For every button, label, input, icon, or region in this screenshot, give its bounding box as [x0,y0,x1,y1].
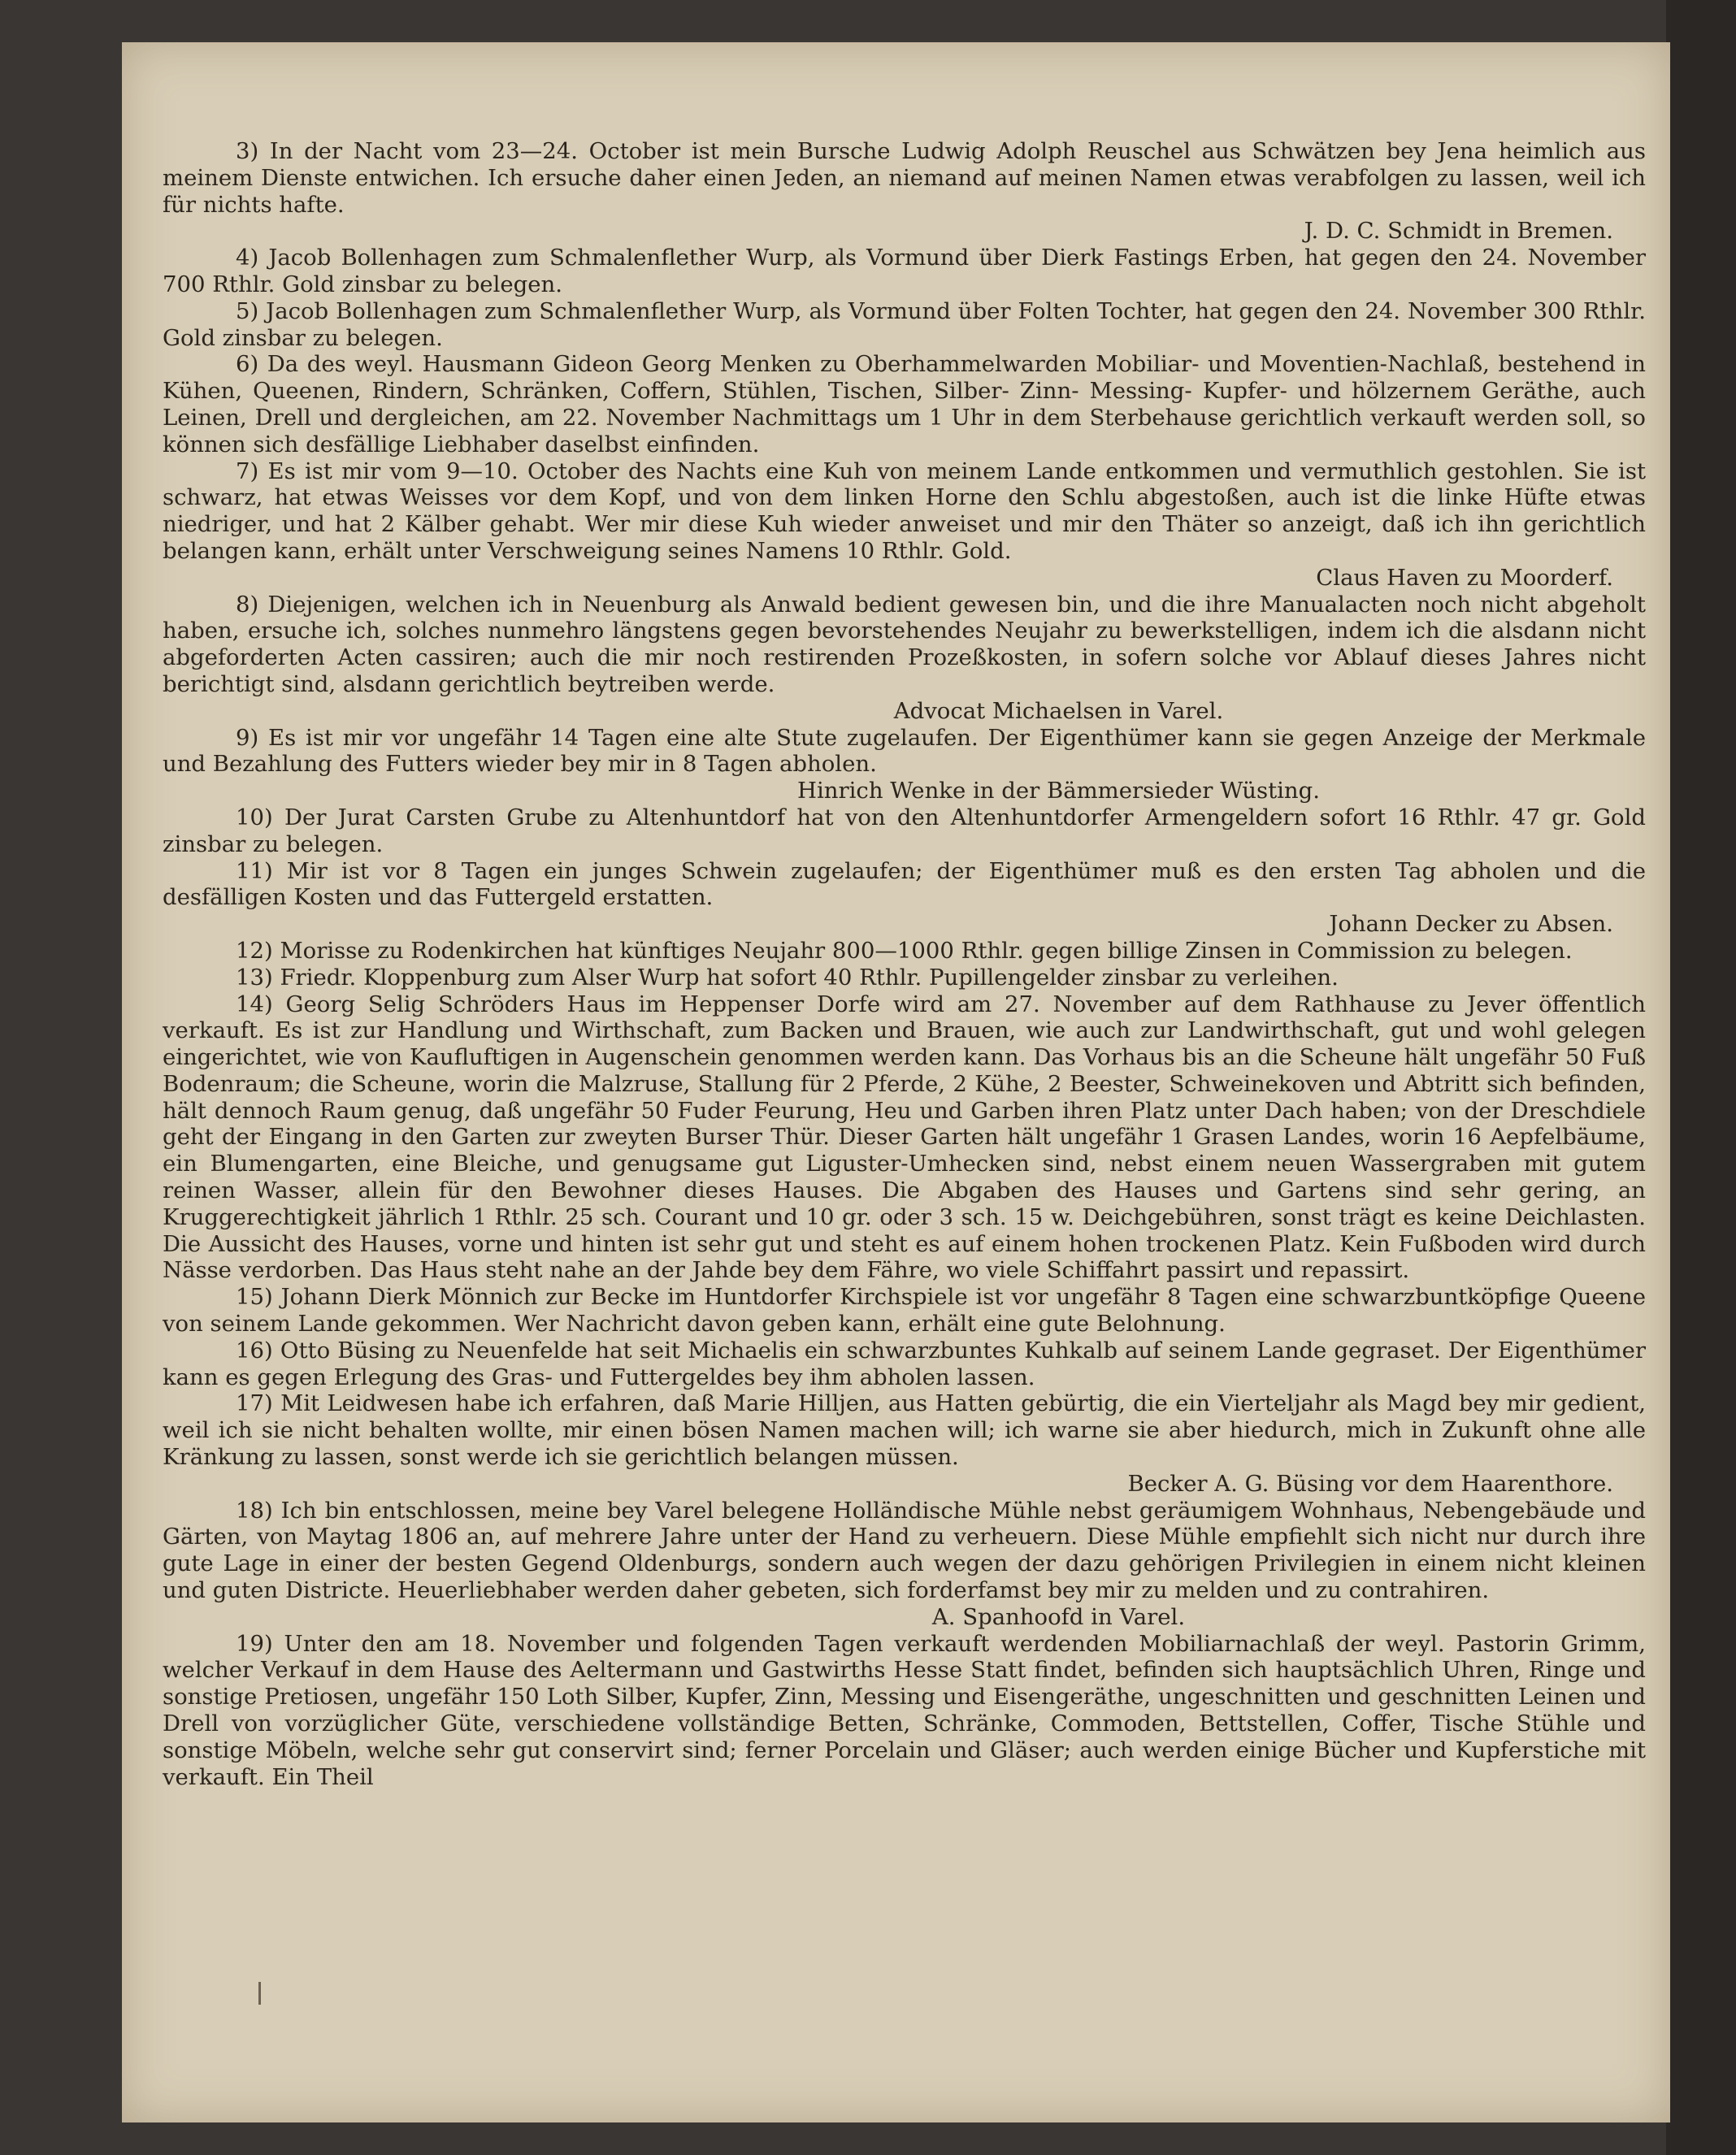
entry-signature: J. D. C. Schmidt in Bremen. [1304,218,1613,245]
entry-signature: Advocat Michaelsen in Varel. [893,697,1224,724]
binding-shadow [1666,0,1736,2155]
entry-number: 14) [236,991,273,1017]
entry-text: Mit Leidwesen habe ich erfahren, daß Marie Hilljen, aus Hatten gebürtig, die ein Vierteljahr als Magd bey mir gedient, weil ich sie nicht behalten wollte, mir einen bösen Namen machen will; ich warne sie aber hiedurch, mich in Zukunft ohne alle Kränkung zu lassen, sonst werde ich sie gerichtlich belangen müssen. [163,1390,1646,1471]
announcement-entry [163,1390,1646,1497]
announcement-entry [163,804,1646,858]
announcement-entry [163,138,1646,245]
entry-number: 9) [236,724,259,751]
entry-signature: Hinrich Wenke in der Bämmersieder Wüsting. [797,778,1320,804]
entry-signature: Becker A. G. Büsing vor dem Haarenthore. [1127,1470,1613,1497]
entry-number: 16) [236,1337,273,1364]
announcement-entry [163,991,1646,1285]
entry-text: Unter den am 18. November und folgenden Tagen verkauft werdenden Mobiliarnachlaß der weyl. Pastorin Grimm, welcher Verkauf in dem Hause des Aeltermann und Gastwirths Hesse Statt findet, befinden sich hauptsächlich Uhren, Ringe und sonstige Pretiosen, ungefähr 150 Loth Silber, Kupfer, Zinn, Messing und Eisengeräthe, ungeschnitten und geschnitten Leinen und Drell von vorzüglicher Güte, verschiedene vollständige Betten, Schränke, Commoden, Bettstellen, Coffer, Tische Stühle und sonstige Möbeln, welche sehr gut conservirt sind; ferner Porcelain und Gläser; auch werden einige Bücher und Kupferstiche mit verkauft. Ein Theil [163,1630,1646,1790]
entry-number: 17) [236,1390,273,1417]
announcement-entry [163,458,1646,592]
announcement-entry [163,245,1646,298]
margin-mark [258,1982,261,2005]
entry-number: 11) [236,857,273,884]
entry-number: 15) [236,1284,273,1311]
announcement-entry [163,858,1646,938]
entry-number: 18) [236,1497,273,1524]
entry-text: Diejenigen, welchen ich in Neuenburg als Anwald bedient gewesen bin, und die ihre Manualacten noch nicht abgeholt haben, ersuche ich, solches nunmehro längstens gegen bevorstehendes Neujahr zu bewerkstelligen, indem ich die alsdann nicht abgeforderten Acten cassiren; auch die mir noch restirenden Prozeßkosten, in sofern solche vor Ablauf dieses Jahres nicht berichtigt sind, alsdann gerichtlich beytreiben werde. [163,591,1646,697]
entry-number: 13) [236,964,273,991]
entry-text: Ich bin entschlossen, meine bey Varel belegene Holländische Mühle nebst geräumigem Wohnhaus, Nebengebäude und Gärten, von Maytag 1806 an, auf mehrere Jahre unter der Hand zu verheuern. Diese Mühle empfiehlt sich nicht nur durch ihre gute Lage in einer der besten Gegend Oldenburgs, sondern auch wegen der dazu gehörigen Privilegien in einem nicht kleinen und guten Districte. Heuerliebhaber werden daher gebeten, sich forderfamst bey mir zu melden und zu contrahiren. [163,1497,1646,1604]
announcement-entry [163,965,1646,991]
announcement-entry [163,1284,1646,1338]
announcement-entry [163,725,1646,804]
announcements-column [163,138,1646,1790]
entry-signature: Johann Decker zu Absen. [1329,911,1613,938]
entry-text: In der Nacht vom 23—24. October ist mein Bursche Ludwig Adolph Reuschel aus Schwätzen bey Jena heimlich aus meinem Dienste entwichen. Ich ersuche daher einen Jeden, an niemand auf meinen Namen etwas verabfolgen zu lassen, weil ich für nichts hafte. [163,138,1646,218]
entry-text: Der Jurat Carsten Grube zu Altenhuntdorf hat von den Altenhuntdorfer Armengeldern sofort 16 Rthlr. 47 gr. Gold zinsbar zu belegen. [163,804,1646,857]
entry-text: Jacob Bollenhagen zum Schmalenflether Wurp, als Vormund über Dierk Fastings Erben, hat gegen den 24. November 700 Rthlr. Gold zinsbar zu belegen. [163,245,1646,297]
entry-number: 4) [236,245,259,271]
entry-text: Friedr. Kloppenburg zum Alser Wurp hat sofort 40 Rthlr. Pupillengelder zinsbar zu verleihen. [272,964,1339,991]
announcement-entry [163,298,1646,352]
announcement-entry [163,938,1646,965]
entry-text: Mir ist vor 8 Tagen ein junges Schwein zugelaufen; der Eigenthümer muß es den ersten Tag abholen und die desfälligen Kosten und das Futtergeld erstatten. [163,857,1646,911]
announcement-entry [163,1631,1646,1791]
entry-number: 8) [236,591,259,618]
entry-text: Johann Dierk Mönnich zur Becke im Huntdorfer Kirchspiele ist vor ungefähr 8 Tagen eine schwarzbuntköpfige Queene von seinem Lande gekommen. Wer Nachricht davon geben kann, erhält eine gute Belohnung. [163,1284,1646,1338]
entry-number: 5) [236,297,259,324]
entry-number: 3) [236,138,259,164]
entry-number: 10) [236,804,273,830]
entry-number: 7) [236,457,259,484]
entry-number: 19) [236,1630,273,1657]
entry-text: Otto Büsing zu Neuenfelde hat seit Michaelis ein schwarzbuntes Kuhkalb auf seinem Lande gegraset. Der Eigenthümer kann es gegen Erlegung des Gras- und Futtergeldes bey ihm abholen lassen. [163,1337,1646,1390]
entry-text: Da des weyl. Hausmann Gideon Georg Menken zu Oberhammelwarden Mobiliar- und Moventien-Nachlaß, bestehend in Kühen, Queenen, Rindern, Schränken, Coffern, Stühlen, Tischen, Silber- Zinn- Messing- Kupfer- und hölzernem Geräthe, auch Leinen, Drell und dergleichen, am 22. November Nachmittags um 1 Uhr in dem Sterbehause gerichtlich verkauft werden soll, so können sich desfällige Liebhaber daselbst einfinden. [163,351,1646,457]
entry-text: Es ist mir vor ungefähr 14 Tagen eine alte Stute zugelaufen. Der Eigenthümer kann sie gegen Anzeige der Merkmale und Bezahlung des Futters wieder bey mir in 8 Tagen abholen. [163,724,1646,778]
entry-number: 6) [236,351,259,378]
announcement-entry [163,592,1646,725]
announcement-entry [163,1498,1646,1631]
announcement-entry [163,1338,1646,1391]
entry-text: Jacob Bollenhagen zum Schmalenflether Wurp, als Vormund über Folten Tochter, hat gegen den 24. November 300 Rthlr. Gold zinsbar zu belegen. [163,297,1646,351]
entry-text: Es ist mir vom 9—10. October des Nachts eine Kuh von meinem Lande entkommen und vermuthlich gestohlen. Sie ist schwarz, hat etwas Weisses vor dem Kopf, und von dem linken Horne den Schlu abgestoßen, auch ist die linke Hüfte etwas niedriger, und hat 2 Kälber gehabt. Wer mir diese Kuh wieder anweiset und mir den Thäter so anzeigt, daß ich ihn gerichtlich belangen kann, erhält unter Verschweigung seines Namens 10 Rthlr. Gold. [163,457,1646,564]
entry-text: Georg Selig Schröders Haus im Heppenser Dorfe wird am 27. November auf dem Rathhause zu Jever öffentlich verkauft. Es ist zur Handlung und Wirthschaft, zum Backen und Brauen, wie auch zur Landwirthschaft, gut und wohl gelegen eingerichtet, wie von Kaufluftigen in Augenschein genommen werden kann. Das Vorhaus bis an die Scheune hält ungefähr 50 Fuß Bodenraum; die Scheune, worin die Malzruse, Stallung für 2 Pferde, 2 Kühe, 2 Beester, Schweinekoven und Abtritt sich befinden, hält dennoch Raum genug, daß ungefähr 50 Fuder Feurung, Heu und Garben ihren Platz unter Dach haben; von der Dreschdiele geht der Eingang in den Garten zur zweyten Burser Thür. Dieser Garten hält ungefähr 1 Grasen Landes, worin 16 Aepfelbäume, ein Blumengarten, eine Bleiche, und genugsame gut Liguster-Umhecken sind, nebst einem neuen Wassergraben mit gutem reinen Wasser, allein für den Bewohner dieses Hauses. Die Abgaben des Hauses und Gartens sind sehr gering, an Kruggerechtigkeit jährlich 1 Rthlr. 25 sch. Courant und 10 gr. oder 3 sch. 15 w. Deichgebühren, sonst trägt es keine Deichlasten. Die Aussicht des Hauses, vorne und hinten ist sehr gut und steht es auf einem hohen trockenen Platz. Kein Fußboden wird durch Nässe verdorben. Das Haus steht nahe an der Jahde bey dem Fähre, wo viele Schiffahrt passirt und repassirt. [163,991,1646,1284]
entry-text: Morisse zu Rodenkirchen hat künftiges Neujahr 800—1000 Rthlr. gegen billige Zinsen in Commission zu belegen. [272,937,1573,964]
entry-signature: Claus Haven zu Moorderf. [1316,564,1613,591]
entry-number: 12) [236,937,273,964]
entry-signature: A. Spanhoofd in Varel. [931,1603,1186,1630]
announcement-entry [163,351,1646,457]
